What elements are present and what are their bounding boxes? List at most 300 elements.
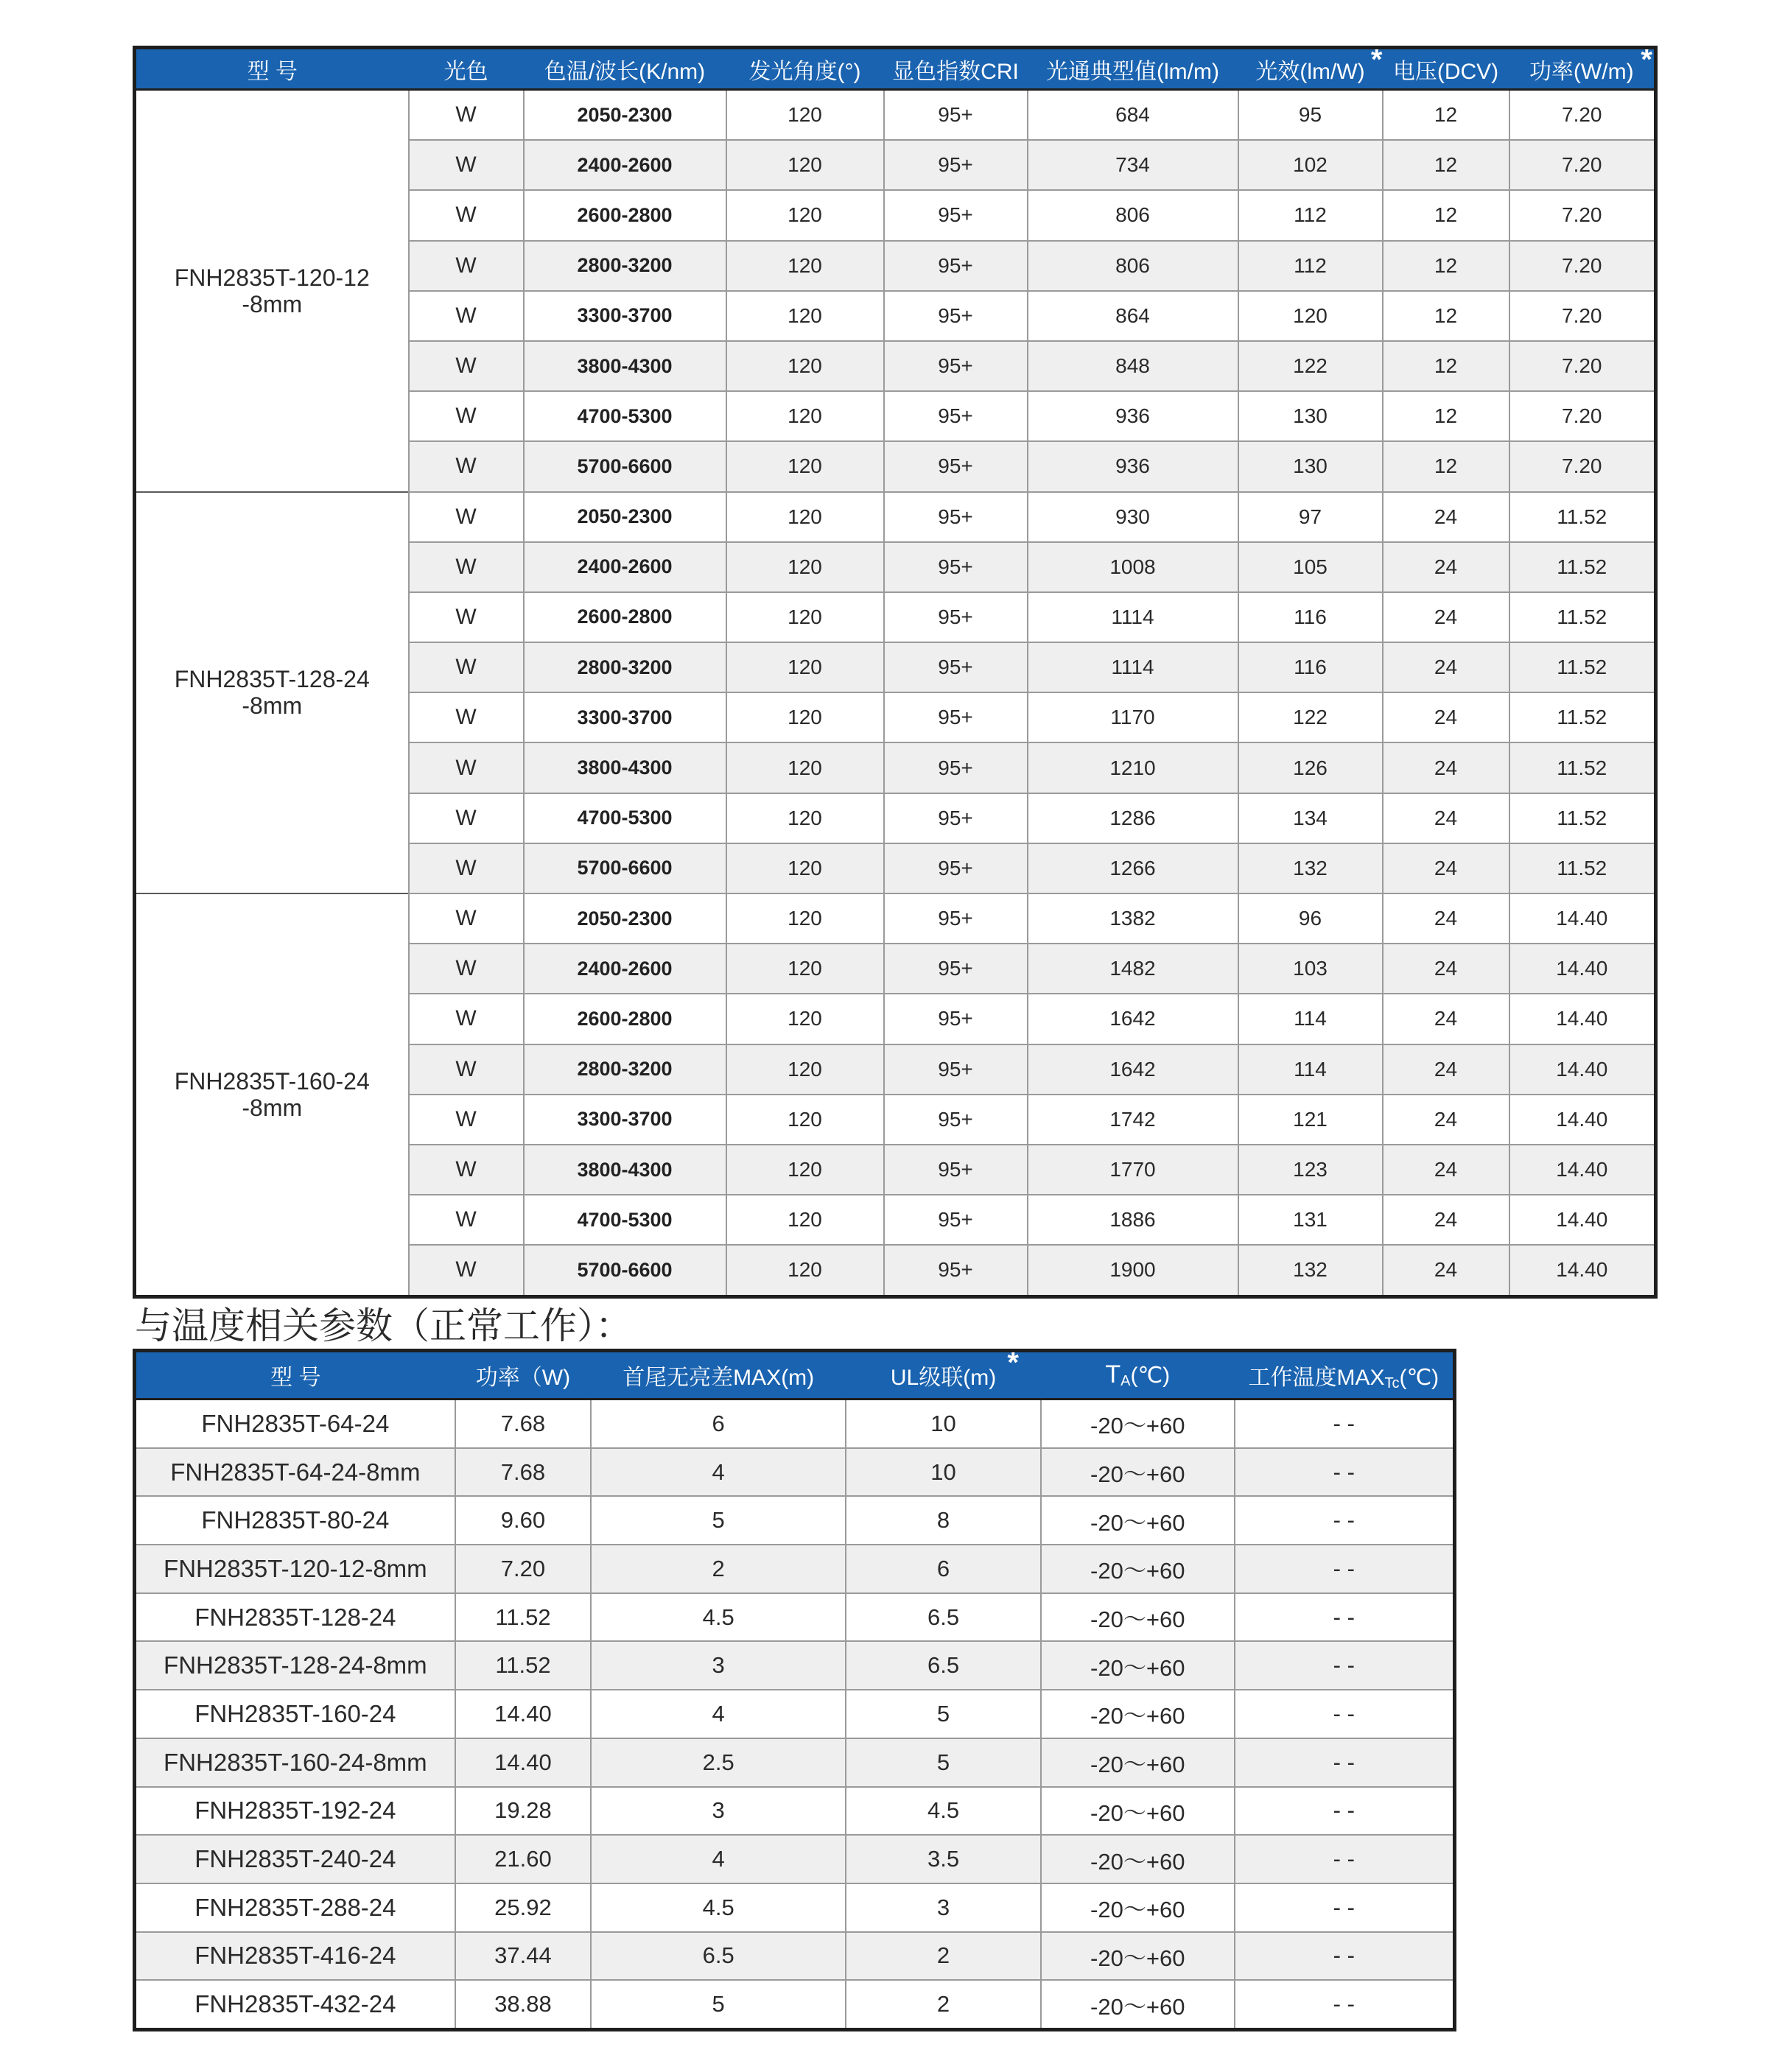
color-cell: W bbox=[409, 692, 524, 742]
cct-cell: 3300-3700 bbox=[524, 1095, 726, 1145]
table-row bbox=[135, 1641, 1455, 1690]
efficacy-cell: 132 bbox=[1238, 843, 1383, 893]
efficacy-cell: 132 bbox=[1238, 1245, 1383, 1296]
color-cell: W bbox=[409, 291, 524, 341]
max-length-cell: 4 bbox=[591, 1690, 846, 1738]
voltage-cell: 24 bbox=[1383, 1245, 1509, 1296]
angle-cell: 120 bbox=[726, 1145, 884, 1195]
color-cell: W bbox=[409, 944, 524, 994]
efficacy-cell: 97 bbox=[1238, 492, 1383, 542]
max-length-cell: 2.5 bbox=[591, 1738, 846, 1787]
power-cell: 7.20 bbox=[455, 1545, 592, 1593]
cct-cell: 2400-2600 bbox=[524, 140, 726, 190]
angle-cell: 120 bbox=[726, 1195, 884, 1245]
cct-cell: 2600-2800 bbox=[524, 190, 726, 240]
ul-cell: 10 bbox=[846, 1448, 1041, 1497]
angle-cell: 120 bbox=[726, 592, 884, 642]
model-cell: FNH2835T-64-24-8mm bbox=[135, 1448, 455, 1497]
angle-cell: 120 bbox=[726, 291, 884, 341]
tc-cell: - - bbox=[1235, 1545, 1455, 1593]
cct-cell: 2400-2600 bbox=[524, 542, 726, 592]
temperature-table-header bbox=[135, 1351, 1455, 1400]
cct-cell: 3300-3700 bbox=[524, 692, 726, 742]
cri-cell: 95+ bbox=[884, 944, 1028, 994]
cct-cell: 2800-3200 bbox=[524, 642, 726, 692]
flux-cell: 1170 bbox=[1028, 692, 1238, 742]
ta-cell: -20～+60 bbox=[1041, 1835, 1235, 1883]
flux-cell: 1114 bbox=[1028, 592, 1238, 642]
efficacy-cell: 114 bbox=[1238, 994, 1383, 1044]
efficacy-cell: 130 bbox=[1238, 391, 1383, 441]
efficacy-cell: 105 bbox=[1238, 542, 1383, 592]
table-row bbox=[135, 1932, 1455, 1981]
model-name: FNH2835T-120-12 bbox=[174, 264, 370, 291]
tc-cell: - - bbox=[1235, 1448, 1455, 1497]
model-cell: FNH2835T-416-24 bbox=[135, 1932, 455, 1981]
flux-cell: 930 bbox=[1028, 492, 1238, 542]
power-cell: 11.52 bbox=[1509, 492, 1656, 542]
spec-table-body bbox=[135, 90, 1656, 1297]
voltage-cell: 12 bbox=[1383, 391, 1509, 441]
ta-cell: -20～+60 bbox=[1041, 1448, 1235, 1497]
power-cell: 14.40 bbox=[1509, 1095, 1656, 1145]
header-max-length: 首尾无亮差MAX(m) bbox=[591, 1351, 846, 1400]
efficacy-cell: 130 bbox=[1238, 441, 1383, 491]
ul-cell: 3.5 bbox=[846, 1835, 1041, 1883]
tc-cell: - - bbox=[1235, 1400, 1455, 1448]
angle-cell: 120 bbox=[726, 190, 884, 240]
ta-cell: -20～+60 bbox=[1041, 1883, 1235, 1932]
angle-cell: 120 bbox=[726, 241, 884, 291]
color-cell: W bbox=[409, 492, 524, 542]
cri-cell: 95+ bbox=[884, 190, 1028, 240]
color-cell: W bbox=[409, 190, 524, 240]
efficacy-cell: 112 bbox=[1238, 190, 1383, 240]
power-cell: 11.52 bbox=[455, 1641, 592, 1690]
voltage-cell: 24 bbox=[1383, 1044, 1509, 1095]
power-cell: 7.20 bbox=[1509, 241, 1656, 291]
cct-cell: 4700-5300 bbox=[524, 391, 726, 441]
cct-cell: 4700-5300 bbox=[524, 1195, 726, 1245]
table-row bbox=[135, 1980, 1455, 2029]
voltage-cell: 12 bbox=[1383, 291, 1509, 341]
voltage-cell: 12 bbox=[1383, 90, 1509, 141]
power-cell: 7.20 bbox=[1509, 341, 1656, 391]
max-length-cell: 2 bbox=[591, 1545, 846, 1593]
efficacy-cell: 123 bbox=[1238, 1145, 1383, 1195]
cri-cell: 95+ bbox=[884, 90, 1028, 141]
color-cell: W bbox=[409, 1245, 524, 1296]
efficacy-cell: 122 bbox=[1238, 692, 1383, 742]
tc-cell: - - bbox=[1235, 1496, 1455, 1545]
table-row bbox=[135, 1545, 1455, 1593]
color-cell: W bbox=[409, 341, 524, 391]
ta-cell: -20～+60 bbox=[1041, 1690, 1235, 1738]
header-efficacy: 光效(lm/W) * bbox=[1238, 48, 1383, 90]
ul-cell: 5 bbox=[846, 1738, 1041, 1787]
power-cell: 7.20 bbox=[1509, 140, 1656, 190]
ul-cell: 6.5 bbox=[846, 1593, 1041, 1642]
cct-cell: 2600-2800 bbox=[524, 994, 726, 1044]
flux-cell: 864 bbox=[1028, 291, 1238, 341]
voltage-cell: 24 bbox=[1383, 592, 1509, 642]
max-length-cell: 5 bbox=[591, 1980, 846, 2029]
angle-cell: 120 bbox=[726, 793, 884, 843]
model-cell: FNH2835T-160-24 bbox=[135, 1690, 455, 1738]
power-cell: 11.52 bbox=[1509, 843, 1656, 893]
cct-cell: 2400-2600 bbox=[524, 944, 726, 994]
model-cell: FNH2835T-120-12-8mm bbox=[135, 1545, 455, 1593]
table-row bbox=[135, 1835, 1455, 1883]
table-row bbox=[135, 1496, 1455, 1545]
flux-cell: 806 bbox=[1028, 241, 1238, 291]
temperature-table bbox=[133, 1349, 1456, 2031]
color-cell: W bbox=[409, 542, 524, 592]
max-length-cell: 5 bbox=[591, 1496, 846, 1545]
model-cell: FNH2835T-64-24 bbox=[201, 1409, 390, 1437]
model-suffix: -8mm bbox=[242, 290, 303, 317]
efficacy-cell: 102 bbox=[1238, 140, 1383, 190]
ul-cell: 10 bbox=[846, 1400, 1041, 1448]
model-cell: FNH2835T-160-24-8mm bbox=[135, 1738, 455, 1787]
model-cell bbox=[135, 492, 409, 894]
angle-cell: 120 bbox=[726, 994, 884, 1044]
power-cell: 7.20 bbox=[1509, 291, 1656, 341]
ul-cell: 6.5 bbox=[846, 1641, 1041, 1690]
header-model: 型 号 bbox=[135, 1351, 455, 1400]
model-cell: FNH2835T-288-24 bbox=[135, 1883, 455, 1932]
angle-cell: 120 bbox=[726, 944, 884, 994]
efficacy-cell: 126 bbox=[1238, 742, 1383, 793]
power-cell: 14.40 bbox=[1509, 994, 1656, 1044]
color-cell: W bbox=[409, 742, 524, 793]
angle-cell: 120 bbox=[726, 642, 884, 692]
voltage-cell: 24 bbox=[1383, 742, 1509, 793]
power-cell: 11.52 bbox=[1509, 542, 1656, 592]
header-power: 功率(W/m) * bbox=[1509, 48, 1656, 90]
voltage-cell: 12 bbox=[1383, 341, 1509, 391]
voltage-cell: 24 bbox=[1383, 1095, 1509, 1145]
angle-cell: 120 bbox=[726, 692, 884, 742]
angle-cell: 120 bbox=[726, 843, 884, 893]
flux-cell: 1642 bbox=[1028, 994, 1238, 1044]
power-cell: 7.68 bbox=[455, 1400, 592, 1448]
efficacy-cell: 120 bbox=[1238, 291, 1383, 341]
cri-cell: 95+ bbox=[884, 843, 1028, 893]
cct-cell: 3800-4300 bbox=[524, 1145, 726, 1195]
cct-cell: 2600-2800 bbox=[524, 592, 726, 642]
max-length-cell: 4.5 bbox=[591, 1593, 846, 1642]
max-length-cell: 3 bbox=[591, 1641, 846, 1690]
power-cell: 11.52 bbox=[1509, 592, 1656, 642]
power-cell: 7.20 bbox=[1509, 190, 1656, 240]
cri-cell: 95+ bbox=[884, 1195, 1028, 1245]
color-cell: W bbox=[409, 1145, 524, 1195]
max-length-cell: 4 bbox=[591, 1835, 846, 1883]
header-angle: 发光角度(°) bbox=[726, 48, 884, 90]
color-cell: W bbox=[409, 994, 524, 1044]
cct-cell: 5700-6600 bbox=[524, 441, 726, 491]
efficacy-cell: 114 bbox=[1238, 1044, 1383, 1095]
power-cell: 37.44 bbox=[455, 1932, 592, 1981]
model-cell: FNH2835T-128-24-8mm bbox=[135, 1641, 455, 1690]
table-row bbox=[135, 1448, 1455, 1497]
cri-cell: 95+ bbox=[884, 793, 1028, 843]
power-cell: 11.52 bbox=[1509, 793, 1656, 843]
header-cct: 色温/波长(K/nm) bbox=[524, 48, 726, 90]
color-cell: W bbox=[409, 90, 524, 141]
voltage-cell: 24 bbox=[1383, 1195, 1509, 1245]
asterisk-mark: * bbox=[1370, 47, 1383, 76]
flux-cell: 1286 bbox=[1028, 793, 1238, 843]
power-cell: 14.40 bbox=[1509, 1044, 1656, 1095]
cct-cell: 2050-2300 bbox=[524, 492, 726, 542]
power-cell: 14.40 bbox=[455, 1738, 592, 1787]
header-model: 型 号 bbox=[135, 48, 409, 90]
tc-cell: - - bbox=[1235, 1690, 1455, 1738]
ul-cell: 4.5 bbox=[846, 1787, 1041, 1836]
tc-cell: - - bbox=[1235, 1593, 1455, 1642]
cri-cell: 95+ bbox=[884, 1044, 1028, 1095]
power-cell: 11.52 bbox=[1509, 692, 1656, 742]
cri-cell: 95+ bbox=[884, 742, 1028, 793]
angle-cell: 120 bbox=[726, 391, 884, 441]
tc-cell: - - bbox=[1235, 1932, 1455, 1981]
max-length-cell: 4.5 bbox=[591, 1883, 846, 1932]
flux-cell: 848 bbox=[1028, 341, 1238, 391]
max-length-cell: 6 bbox=[591, 1400, 846, 1448]
header-ul: UL级联(m) * bbox=[846, 1351, 1041, 1400]
power-cell: 14.40 bbox=[1509, 893, 1656, 944]
power-cell: 14.40 bbox=[1509, 1195, 1656, 1245]
cct-cell: 5700-6600 bbox=[524, 1245, 726, 1296]
voltage-cell: 12 bbox=[1383, 190, 1509, 240]
power-cell: 21.60 bbox=[455, 1835, 592, 1883]
efficacy-cell: 134 bbox=[1238, 793, 1383, 843]
flux-cell: 684 bbox=[1028, 90, 1238, 141]
efficacy-cell: 103 bbox=[1238, 944, 1383, 994]
cct-cell: 5700-6600 bbox=[524, 843, 726, 893]
voltage-cell: 12 bbox=[1383, 441, 1509, 491]
power-cell: 7.20 bbox=[1509, 90, 1656, 141]
cri-cell: 95+ bbox=[884, 1245, 1028, 1296]
flux-cell: 734 bbox=[1028, 140, 1238, 190]
cri-cell: 95+ bbox=[884, 341, 1028, 391]
voltage-cell: 24 bbox=[1383, 642, 1509, 692]
table-row bbox=[135, 1738, 1455, 1787]
flux-cell: 1008 bbox=[1028, 542, 1238, 592]
ul-cell: 5 bbox=[846, 1690, 1041, 1738]
power-cell: 7.20 bbox=[1509, 441, 1656, 491]
cri-cell: 95+ bbox=[884, 642, 1028, 692]
efficacy-cell: 122 bbox=[1238, 341, 1383, 391]
angle-cell: 120 bbox=[726, 90, 884, 141]
cct-cell: 3800-4300 bbox=[524, 341, 726, 391]
flux-cell: 1114 bbox=[1028, 642, 1238, 692]
voltage-cell: 24 bbox=[1383, 893, 1509, 944]
max-length-cell: 4 bbox=[591, 1448, 846, 1497]
ta-cell: -20～+60 bbox=[1041, 1545, 1235, 1593]
efficacy-cell: 112 bbox=[1238, 241, 1383, 291]
table-row bbox=[135, 90, 1656, 141]
cri-cell: 95+ bbox=[884, 692, 1028, 742]
color-cell: W bbox=[409, 140, 524, 190]
asterisk-mark: * bbox=[1641, 47, 1652, 76]
flux-cell: 1642 bbox=[1028, 1044, 1238, 1095]
flux-cell: 1382 bbox=[1028, 893, 1238, 944]
table-row bbox=[135, 1883, 1455, 1932]
model-cell: FNH2835T-80-24 bbox=[135, 1496, 455, 1545]
tc-cell: - - bbox=[1235, 1883, 1455, 1932]
cri-cell: 95+ bbox=[884, 542, 1028, 592]
cri-cell: 95+ bbox=[884, 1145, 1028, 1195]
ta-cell: -20～+60 bbox=[1041, 1932, 1235, 1981]
power-cell: 14.40 bbox=[455, 1690, 592, 1738]
flux-cell: 1482 bbox=[1028, 944, 1238, 994]
max-length-cell: 3 bbox=[591, 1787, 846, 1836]
voltage-cell: 12 bbox=[1383, 140, 1509, 190]
model-cell: FNH2835T-192-24 bbox=[135, 1787, 455, 1836]
model-name: FNH2835T-128-24 bbox=[174, 666, 370, 693]
spec-table bbox=[133, 46, 1658, 1299]
efficacy-cell: 95 bbox=[1238, 90, 1383, 141]
flux-cell: 1770 bbox=[1028, 1145, 1238, 1195]
table-row bbox=[135, 1690, 1455, 1738]
power-cell: 11.52 bbox=[455, 1593, 592, 1642]
flux-cell: 1886 bbox=[1028, 1195, 1238, 1245]
table-row bbox=[135, 492, 1656, 542]
angle-cell: 120 bbox=[726, 492, 884, 542]
voltage-cell: 24 bbox=[1383, 1145, 1509, 1195]
model-cell: FNH2835T-240-24 bbox=[135, 1835, 455, 1883]
ta-cell: -20～+60 bbox=[1041, 1641, 1235, 1690]
cri-cell: 95+ bbox=[884, 492, 1028, 542]
voltage-cell: 24 bbox=[1383, 793, 1509, 843]
color-cell: W bbox=[409, 1195, 524, 1245]
ta-cell: -20～+60 bbox=[1041, 1787, 1235, 1836]
cri-cell: 95+ bbox=[884, 1095, 1028, 1145]
power-cell: 25.92 bbox=[455, 1883, 592, 1932]
model-suffix: -8mm bbox=[242, 1094, 303, 1121]
efficacy-cell: 96 bbox=[1238, 893, 1383, 944]
cct-cell: 3300-3700 bbox=[524, 291, 726, 341]
power-cell: 9.60 bbox=[455, 1496, 592, 1545]
cri-cell: 95+ bbox=[884, 893, 1028, 944]
asterisk-mark: * bbox=[1007, 1350, 1019, 1379]
ul-cell: 8 bbox=[846, 1496, 1041, 1545]
model-cell: FNH2835T-432-24 bbox=[135, 1980, 455, 2029]
cct-cell: 2800-3200 bbox=[524, 241, 726, 291]
table-row bbox=[135, 1593, 1455, 1642]
tc-cell: - - bbox=[1235, 1738, 1455, 1787]
color-cell: W bbox=[409, 241, 524, 291]
power-cell: 11.52 bbox=[1509, 742, 1656, 793]
power-cell: 14.40 bbox=[1509, 1145, 1656, 1195]
efficacy-cell: 131 bbox=[1238, 1195, 1383, 1245]
model-cell bbox=[135, 90, 409, 492]
model-cell bbox=[135, 893, 409, 1296]
temperature-table-body bbox=[135, 1400, 1455, 2030]
ul-cell: 2 bbox=[846, 1980, 1041, 2029]
voltage-cell: 24 bbox=[1383, 994, 1509, 1044]
angle-cell: 120 bbox=[726, 742, 884, 793]
angle-cell: 120 bbox=[726, 893, 884, 944]
header-cri: 显色指数CRI bbox=[884, 48, 1028, 90]
ta-cell: -20～+60 bbox=[1041, 1496, 1235, 1545]
cri-cell: 95+ bbox=[884, 994, 1028, 1044]
tc-cell: - - bbox=[1235, 1787, 1455, 1836]
flux-cell: 806 bbox=[1028, 190, 1238, 240]
color-cell: W bbox=[409, 642, 524, 692]
model-name: FNH2835T-160-24 bbox=[174, 1067, 370, 1095]
header-power: 功率（W) bbox=[455, 1351, 592, 1400]
color-cell: W bbox=[409, 1095, 524, 1145]
spec-table-header bbox=[135, 48, 1656, 90]
cri-cell: 95+ bbox=[884, 441, 1028, 491]
color-cell: W bbox=[409, 441, 524, 491]
efficacy-cell: 116 bbox=[1238, 592, 1383, 642]
ul-cell: 3 bbox=[846, 1883, 1041, 1932]
angle-cell: 120 bbox=[726, 441, 884, 491]
ul-cell: 2 bbox=[846, 1932, 1041, 1981]
max-length-cell: 6.5 bbox=[591, 1932, 846, 1981]
efficacy-cell: 116 bbox=[1238, 642, 1383, 692]
angle-cell: 120 bbox=[726, 1095, 884, 1145]
cct-cell: 3800-4300 bbox=[524, 742, 726, 793]
power-cell: 7.68 bbox=[455, 1448, 592, 1497]
voltage-cell: 24 bbox=[1383, 692, 1509, 742]
cri-cell: 95+ bbox=[884, 140, 1028, 190]
cri-cell: 95+ bbox=[884, 291, 1028, 341]
angle-cell: 120 bbox=[726, 140, 884, 190]
ta-cell: -20～+60 bbox=[1041, 1400, 1235, 1448]
table-row bbox=[135, 1787, 1455, 1836]
header-tc: 工作温度$MAX_{Tc}(℃)$ bbox=[1235, 1351, 1455, 1400]
voltage-cell: 12 bbox=[1383, 241, 1509, 291]
voltage-cell: 24 bbox=[1383, 944, 1509, 994]
model-suffix: -8mm bbox=[242, 692, 303, 720]
angle-cell: 120 bbox=[726, 1044, 884, 1095]
ul-cell: 6 bbox=[846, 1545, 1041, 1593]
header-voltage: 电压(DCV) bbox=[1383, 48, 1509, 90]
table-row bbox=[135, 1400, 1455, 1448]
table-row bbox=[135, 893, 1656, 944]
power-cell: 11.52 bbox=[1509, 642, 1656, 692]
header-flux: 光通典型值(lm/m) bbox=[1028, 48, 1238, 90]
voltage-cell: 24 bbox=[1383, 492, 1509, 542]
power-cell: 14.40 bbox=[1509, 1245, 1656, 1296]
angle-cell: 120 bbox=[726, 1245, 884, 1296]
cri-cell: 95+ bbox=[884, 241, 1028, 291]
efficacy-cell: 121 bbox=[1238, 1095, 1383, 1145]
color-cell: W bbox=[409, 793, 524, 843]
power-cell: 14.40 bbox=[1509, 944, 1656, 994]
cri-cell: 95+ bbox=[884, 592, 1028, 642]
tc-cell: - - bbox=[1235, 1980, 1455, 2029]
power-cell: 19.28 bbox=[455, 1787, 592, 1836]
header-ta: $T_A(℃)$ bbox=[1041, 1351, 1235, 1400]
power-cell: 7.20 bbox=[1509, 391, 1656, 441]
ta-cell: -20～+60 bbox=[1041, 1980, 1235, 2029]
flux-cell: 1210 bbox=[1028, 742, 1238, 793]
flux-cell: 1742 bbox=[1028, 1095, 1238, 1145]
cct-cell: 2050-2300 bbox=[524, 90, 726, 141]
ta-cell: -20～+60 bbox=[1041, 1593, 1235, 1642]
cct-cell: 2050-2300 bbox=[524, 893, 726, 944]
model-cell: FNH2835T-128-24 bbox=[135, 1593, 455, 1642]
flux-cell: 1900 bbox=[1028, 1245, 1238, 1296]
angle-cell: 120 bbox=[726, 542, 884, 592]
